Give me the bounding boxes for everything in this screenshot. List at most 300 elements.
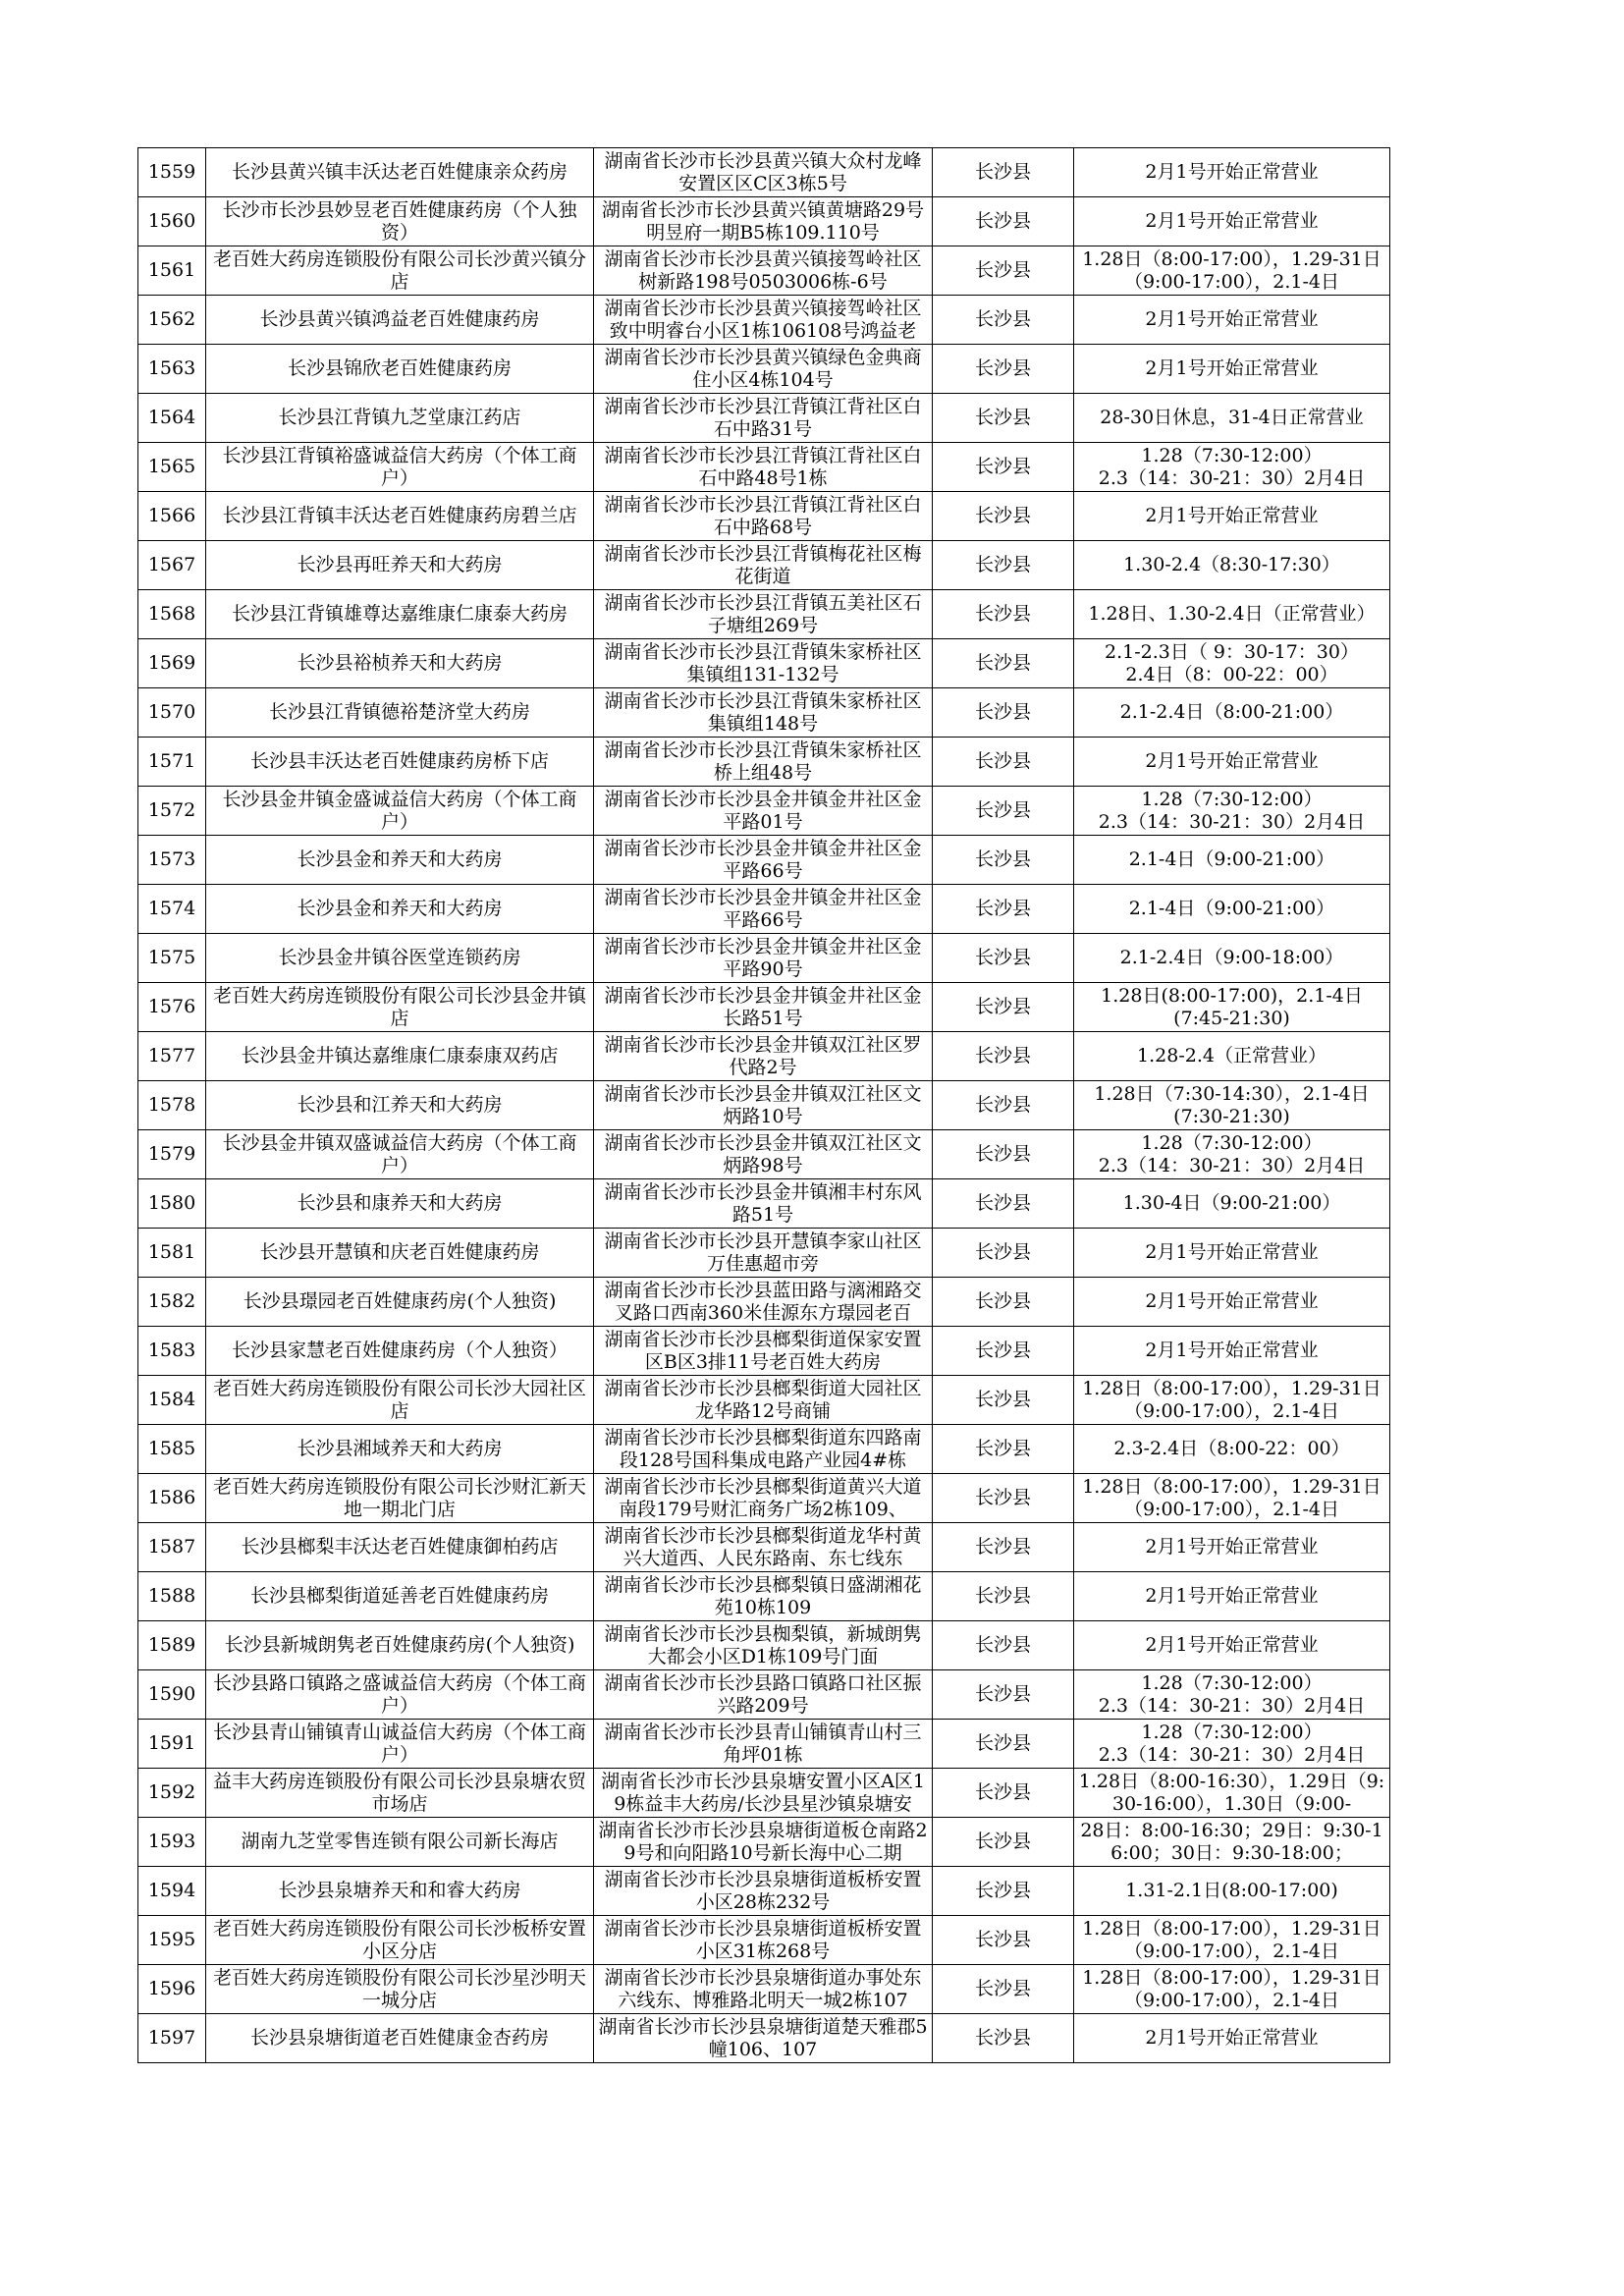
- business-hours-text: 1.28日(8:00-17:00)，2.1-4日 (7:45-21:30): [1101, 984, 1363, 1029]
- county-text: 长沙县: [974, 1978, 1031, 1999]
- county-cell: [933, 885, 1074, 934]
- table-row: [138, 885, 1390, 934]
- county-text: 长沙县: [974, 898, 1031, 919]
- address-cell: [594, 1769, 933, 1818]
- business-hours-text: 2.1-2.3日（ 9：30-17：30） 2.4日（8：00-22：00）: [1105, 640, 1359, 685]
- pharmacy-name-text: 老百姓大药房连锁股份有限公司长沙板桥安置小区分店: [212, 1917, 586, 1962]
- county-text: 长沙县: [974, 505, 1031, 526]
- address-cell: [594, 1327, 933, 1376]
- pharmacy-name-text: 老百姓大药房连锁股份有限公司长沙星沙明天一城分店: [212, 1966, 586, 2011]
- address-text: 湖南省长沙市长沙县黄兴镇绿色金典商住小区4栋104号: [604, 346, 922, 391]
- county-text: 长沙县: [974, 799, 1031, 821]
- county-text: 长沙县: [974, 1389, 1031, 1410]
- county-cell: [933, 1327, 1074, 1376]
- county-text: 长沙县: [974, 1438, 1031, 1459]
- table-row: [138, 2014, 1390, 2063]
- address-text: 湖南省长沙市长沙县黄兴镇大众村龙峰安置区区C区3栋5号: [604, 149, 922, 194]
- pharmacy-name-cell: [206, 1081, 594, 1130]
- county-cell: [933, 836, 1074, 885]
- row-number-cell: [138, 1425, 206, 1474]
- county-text: 长沙县: [974, 701, 1031, 723]
- county-cell: [933, 1081, 1074, 1130]
- address-text: 湖南省长沙市长沙县江背镇梅花社区梅花街道: [604, 542, 922, 587]
- business-hours-text: 2月1号开始正常营业: [1145, 308, 1319, 330]
- row-number-text: 1563: [147, 357, 196, 379]
- business-hours-text: 2月1号开始正常营业: [1145, 750, 1319, 772]
- address-cell: [594, 1867, 933, 1916]
- pharmacy-name-text: 长沙县金井镇谷医堂连锁药房: [278, 947, 521, 968]
- pharmacy-name-cell: [206, 1867, 594, 1916]
- address-text: 湖南省长沙市长沙县榔梨街道黄兴大道南段179号财汇商务广场2栋109、: [604, 1475, 922, 1520]
- address-cell: [594, 1376, 933, 1425]
- county-text: 长沙县: [974, 2027, 1031, 2049]
- table-row: [138, 1032, 1390, 1081]
- pharmacy-name-text: 长沙县榔梨街道延善老百姓健康药房: [249, 1585, 549, 1607]
- pharmacy-name-text: 长沙县家慧老百姓健康药房（个人独资）: [231, 1339, 568, 1361]
- county-cell: [933, 1425, 1074, 1474]
- business-hours-cell: [1074, 688, 1390, 738]
- row-number-cell: [138, 934, 206, 983]
- table-row: [138, 1474, 1390, 1523]
- address-text: 湖南省长沙市长沙县江背镇五美社区石子塘组269号: [604, 591, 922, 636]
- row-number-text: 1582: [147, 1290, 196, 1312]
- county-text: 长沙县: [974, 407, 1031, 428]
- table-row: [138, 590, 1390, 639]
- county-cell: [933, 688, 1074, 738]
- address-text: 湖南省长沙市长沙县金井镇金井社区金平路66号: [604, 886, 922, 931]
- address-cell: [594, 1965, 933, 2014]
- row-number-text: 1595: [147, 1929, 196, 1950]
- pharmacy-name-text: 长沙县金井镇双盛诚益信大药房（个体工商户）: [222, 1131, 577, 1176]
- table-row: [138, 1769, 1390, 1818]
- row-number-cell: [138, 738, 206, 787]
- table-row: [138, 1425, 1390, 1474]
- business-hours-cell: [1074, 1523, 1390, 1572]
- pharmacy-name-text: 长沙县江背镇九芝堂康江药店: [278, 407, 521, 428]
- pharmacy-name-cell: [206, 1179, 594, 1229]
- row-number-text: 1579: [147, 1143, 196, 1165]
- pharmacy-name-cell: [206, 492, 594, 541]
- row-number-cell: [138, 1916, 206, 1965]
- row-number-text: 1580: [147, 1192, 196, 1214]
- pharmacy-table: [137, 147, 1390, 2063]
- row-number-cell: [138, 148, 206, 197]
- business-hours-cell: [1074, 1179, 1390, 1229]
- county-text: 长沙县: [974, 996, 1031, 1017]
- county-cell: [933, 1130, 1074, 1179]
- table-row: [138, 1670, 1390, 1720]
- table-row: [138, 1081, 1390, 1130]
- county-cell: [933, 1670, 1074, 1720]
- county-text: 长沙县: [974, 308, 1031, 330]
- row-number-cell: [138, 590, 206, 639]
- row-number-text: 1591: [147, 1732, 196, 1754]
- address-text: 湖南省长沙市长沙县开慧镇李家山社区万佳惠超市旁: [604, 1230, 922, 1275]
- row-number-cell: [138, 296, 206, 345]
- table-row: [138, 1720, 1390, 1769]
- pharmacy-name-text: 老百姓大药房连锁股份有限公司长沙黄兴镇分店: [212, 247, 586, 293]
- address-text: 湖南省长沙市长沙县泉塘街道办事处东六线东、博雅路北明天一城2栋107: [604, 1966, 922, 2011]
- business-hours-text: 1.28日（8:00-17:00），1.29-31日（9:00-17:00），2.1-4日: [1082, 1377, 1381, 1422]
- county-cell: [933, 394, 1074, 443]
- business-hours-cell: [1074, 738, 1390, 787]
- address-text: 湖南省长沙市长沙县青山铺镇青山村三角坪01栋: [604, 1721, 922, 1766]
- address-text: 湖南省长沙市长沙县榔梨镇日盛湖湘花苑10栋109: [604, 1573, 922, 1618]
- row-number-cell: [138, 1179, 206, 1229]
- county-text: 长沙县: [974, 1732, 1031, 1754]
- row-number-cell: [138, 1081, 206, 1130]
- row-number-cell: [138, 443, 206, 492]
- pharmacy-name-text: 长沙县路口镇路之盛诚益信大药房（个体工商户）: [212, 1671, 586, 1717]
- address-text: 湖南省长沙市长沙县黄兴镇黄塘路29号明昱府一期B5栋109.110号: [601, 198, 925, 244]
- county-cell: [933, 1179, 1074, 1229]
- address-cell: [594, 246, 933, 296]
- business-hours-cell: [1074, 1278, 1390, 1327]
- business-hours-text: 2月1号开始正常营业: [1145, 161, 1319, 183]
- county-text: 长沙县: [974, 1585, 1031, 1607]
- pharmacy-name-cell: [206, 345, 594, 394]
- row-number-text: 1559: [147, 161, 196, 183]
- row-number-cell: [138, 1670, 206, 1720]
- business-hours-text: 1.28（7:30-12:00） 2.3（14：30-21：30）2月4日: [1098, 788, 1366, 833]
- business-hours-text: 1.31-2.1日(8:00-17:00): [1125, 1880, 1338, 1901]
- address-cell: [594, 1474, 933, 1523]
- pharmacy-name-text: 长沙县泉塘养天和和睿大药房: [278, 1880, 521, 1901]
- county-cell: [933, 787, 1074, 836]
- row-number-text: 1585: [147, 1438, 196, 1459]
- table-row: [138, 443, 1390, 492]
- table-row: [138, 1278, 1390, 1327]
- row-number-text: 1561: [147, 259, 196, 281]
- county-text: 长沙县: [974, 357, 1031, 379]
- address-cell: [594, 934, 933, 983]
- table-row: [138, 639, 1390, 688]
- county-cell: [933, 1867, 1074, 1916]
- table-row: [138, 1523, 1390, 1572]
- pharmacy-name-text: 长沙县金井镇金盛诚益信大药房（个体工商户）: [222, 788, 577, 833]
- address-cell: [594, 639, 933, 688]
- address-cell: [594, 1278, 933, 1327]
- row-number-text: 1571: [147, 750, 196, 772]
- address-text: 湖南省长沙市长沙县江背镇朱家桥社区集镇组131-132号: [604, 640, 922, 685]
- pharmacy-name-text: 长沙县裕桢养天和大药房: [297, 652, 503, 674]
- pharmacy-name-cell: [206, 1769, 594, 1818]
- table-row: [138, 1916, 1390, 1965]
- pharmacy-name-cell: [206, 541, 594, 590]
- address-text: 湖南省长沙市长沙县金井镇双江社区文炳路98号: [604, 1131, 922, 1176]
- table-row: [138, 1621, 1390, 1670]
- county-cell: [933, 1720, 1074, 1769]
- address-cell: [594, 296, 933, 345]
- address-cell: [594, 1179, 933, 1229]
- business-hours-text: 2月1号开始正常营业: [1145, 2027, 1319, 2049]
- county-cell: [933, 1916, 1074, 1965]
- row-number-text: 1581: [147, 1241, 196, 1263]
- address-cell: [594, 1916, 933, 1965]
- pharmacy-name-cell: [206, 1474, 594, 1523]
- address-cell: [594, 197, 933, 246]
- pharmacy-name-cell: [206, 1425, 594, 1474]
- county-cell: [933, 738, 1074, 787]
- address-cell: [594, 688, 933, 738]
- table-row: [138, 983, 1390, 1032]
- address-cell: [594, 836, 933, 885]
- county-cell: [933, 1474, 1074, 1523]
- table-row: [138, 296, 1390, 345]
- business-hours-cell: [1074, 1130, 1390, 1179]
- pharmacy-name-cell: [206, 1720, 594, 1769]
- business-hours-cell: [1074, 590, 1390, 639]
- county-text: 长沙县: [974, 848, 1031, 870]
- row-number-cell: [138, 1130, 206, 1179]
- business-hours-cell: [1074, 885, 1390, 934]
- business-hours-cell: [1074, 1965, 1390, 2014]
- address-text: 湖南省长沙市长沙县江背镇朱家桥社区桥上组48号: [604, 738, 922, 784]
- pharmacy-name-cell: [206, 394, 594, 443]
- pharmacy-name-cell: [206, 639, 594, 688]
- pharmacy-name-cell: [206, 1327, 594, 1376]
- row-number-cell: [138, 1572, 206, 1621]
- business-hours-cell: [1074, 541, 1390, 590]
- county-text: 长沙县: [974, 259, 1031, 281]
- business-hours-cell: [1074, 2014, 1390, 2063]
- business-hours-text: 1.28日（8:00-17:00），1.29-31日（9:00-17:00），2.1-4日: [1082, 1475, 1381, 1520]
- row-number-cell: [138, 1327, 206, 1376]
- pharmacy-name-cell: [206, 296, 594, 345]
- county-text: 长沙县: [974, 1192, 1031, 1214]
- pharmacy-name-text: 长沙县丰沃达老百姓健康药房桥下店: [249, 750, 549, 772]
- county-text: 长沙县: [974, 1634, 1031, 1656]
- table-row: [138, 394, 1390, 443]
- address-cell: [594, 1130, 933, 1179]
- row-number-cell: [138, 1818, 206, 1867]
- table-row: [138, 1965, 1390, 2014]
- row-number-text: 1578: [147, 1094, 196, 1116]
- row-number-cell: [138, 885, 206, 934]
- business-hours-cell: [1074, 1867, 1390, 1916]
- county-text: 长沙县: [974, 1487, 1031, 1508]
- address-text: 湖南省长沙市长沙县泉塘街道楚天雅郡5幢106、107: [598, 2015, 928, 2060]
- business-hours-text: 2月1号开始正常营业: [1145, 357, 1319, 379]
- row-number-text: 1573: [147, 848, 196, 870]
- pharmacy-name-cell: [206, 1278, 594, 1327]
- county-cell: [933, 443, 1074, 492]
- pharmacy-name-cell: [206, 1523, 594, 1572]
- address-text: 湖南省长沙市长沙县江背镇江背社区白石中路68号: [604, 493, 922, 538]
- address-text: 湖南省长沙市长沙县路口镇路口社区振兴路209号: [604, 1671, 922, 1717]
- business-hours-text: 2月1号开始正常营业: [1145, 1339, 1319, 1361]
- address-cell: [594, 1523, 933, 1572]
- business-hours-text: 2月1号开始正常营业: [1145, 505, 1319, 526]
- table-row: [138, 1327, 1390, 1376]
- pharmacy-name-text: 湖南九芝堂零售连锁有限公司新长海店: [241, 1831, 559, 1852]
- pharmacy-name-cell: [206, 443, 594, 492]
- pharmacy-name-text: 长沙县江背镇雄尊达嘉维康仁康泰大药房: [231, 603, 568, 625]
- county-cell: [933, 1376, 1074, 1425]
- county-text: 长沙县: [974, 1880, 1031, 1901]
- pharmacy-name-text: 长沙县江背镇丰沃达老百姓健康药房碧兰店: [222, 505, 577, 526]
- row-number-cell: [138, 541, 206, 590]
- business-hours-text: 1.28（7:30-12:00） 2.3（14：30-21：30）2月4日: [1098, 1131, 1366, 1176]
- address-text: 湖南省长沙市长沙县泉塘街道板仓南路29号和向阳路10号新长海中心二期: [598, 1819, 928, 1864]
- row-number-cell: [138, 492, 206, 541]
- business-hours-text: 2月1号开始正常营业: [1145, 210, 1319, 232]
- table-body: [138, 148, 1390, 2063]
- table-row: [138, 1229, 1390, 1278]
- pharmacy-name-cell: [206, 1130, 594, 1179]
- row-number-text: 1594: [147, 1880, 196, 1901]
- address-cell: [594, 1818, 933, 1867]
- pharmacy-name-text: 老百姓大药房连锁股份有限公司长沙大园社区店: [212, 1377, 586, 1422]
- county-text: 长沙县: [974, 750, 1031, 772]
- county-text: 长沙县: [974, 1339, 1031, 1361]
- row-number-text: 1576: [147, 996, 196, 1017]
- business-hours-cell: [1074, 836, 1390, 885]
- row-number-text: 1577: [147, 1045, 196, 1066]
- county-cell: [933, 934, 1074, 983]
- county-cell: [933, 2014, 1074, 2063]
- business-hours-cell: [1074, 983, 1390, 1032]
- county-cell: [933, 1965, 1074, 2014]
- row-number-cell: [138, 1621, 206, 1670]
- row-number-text: 1567: [147, 554, 196, 575]
- business-hours-text: 2.1-4日（9:00-21:00）: [1128, 848, 1335, 870]
- row-number-cell: [138, 1769, 206, 1818]
- pharmacy-name-cell: [206, 148, 594, 197]
- business-hours-cell: [1074, 1081, 1390, 1130]
- business-hours-cell: [1074, 639, 1390, 688]
- county-text: 长沙县: [974, 1094, 1031, 1116]
- address-cell: [594, 394, 933, 443]
- business-hours-text: 2.3-2.4日（8:00-22：00）: [1113, 1438, 1350, 1459]
- address-text: 湖南省长沙市长沙县金井镇双江社区文炳路10号: [604, 1082, 922, 1127]
- business-hours-cell: [1074, 197, 1390, 246]
- pharmacy-name-text: 长沙县江背镇裕盛诚益信大药房（个体工商户）: [222, 444, 577, 489]
- pharmacy-name-cell: [206, 983, 594, 1032]
- address-cell: [594, 787, 933, 836]
- address-text: 湖南省长沙市长沙县江背镇江背社区白石中路31号: [604, 395, 922, 440]
- table-row: [138, 246, 1390, 296]
- business-hours-cell: [1074, 148, 1390, 197]
- row-number-text: 1574: [147, 898, 196, 919]
- county-cell: [933, 296, 1074, 345]
- business-hours-text: 1.28日（8:00-17:00），1.29-31日（9:00-17:00），2.1-4日: [1082, 1917, 1381, 1962]
- pharmacy-name-cell: [206, 1965, 594, 2014]
- row-number-text: 1584: [147, 1389, 196, 1410]
- row-number-text: 1590: [147, 1683, 196, 1705]
- county-text: 长沙县: [974, 1045, 1031, 1066]
- business-hours-text: 2.1-2.4日（9:00-18:00）: [1119, 947, 1344, 968]
- address-text: 湖南省长沙市长沙县椥梨镇，新城朗隽大都会小区D1栋109号门面: [604, 1622, 922, 1667]
- pharmacy-name-text: 长沙县金和养天和大药房: [297, 848, 503, 870]
- table-row: [138, 1376, 1390, 1425]
- row-number-cell: [138, 639, 206, 688]
- table-row: [138, 1130, 1390, 1179]
- address-text: 湖南省长沙市长沙县榔梨街道东四路南段128号国科集成电路产业园4#栋: [604, 1426, 922, 1471]
- business-hours-text: 2月1号开始正常营业: [1145, 1585, 1319, 1607]
- business-hours-text: 2.1-4日（9:00-21:00）: [1128, 898, 1335, 919]
- address-text: 湖南省长沙市长沙县黄兴镇接驾岭社区致中明睿台小区1栋106108号鸿益老: [604, 297, 922, 342]
- row-number-text: 1564: [147, 407, 196, 428]
- business-hours-cell: [1074, 394, 1390, 443]
- business-hours-text: 1.28日、1.30-2.4日（正常营业）: [1088, 603, 1376, 625]
- row-number-text: 1568: [147, 603, 196, 625]
- table-row: [138, 492, 1390, 541]
- business-hours-text: 1.28（7:30-12:00） 2.3（14：30-21：30）2月4日: [1098, 1721, 1366, 1766]
- pharmacy-name-cell: [206, 2014, 594, 2063]
- row-number-text: 1572: [147, 799, 196, 821]
- county-text: 长沙县: [974, 603, 1031, 625]
- address-cell: [594, 1229, 933, 1278]
- county-cell: [933, 1572, 1074, 1621]
- county-cell: [933, 1229, 1074, 1278]
- pharmacy-name-cell: [206, 1572, 594, 1621]
- address-cell: [594, 1670, 933, 1720]
- pharmacy-name-cell: [206, 1032, 594, 1081]
- business-hours-cell: [1074, 296, 1390, 345]
- address-cell: [594, 1081, 933, 1130]
- address-text: 湖南省长沙市长沙县金井镇双江社区罗代路2号: [604, 1033, 922, 1078]
- address-text: 湖南省长沙市长沙县榔梨街道大园社区龙华路12号商铺: [604, 1377, 922, 1422]
- table-row: [138, 541, 1390, 590]
- row-number-text: 1586: [147, 1487, 196, 1508]
- business-hours-cell: [1074, 1621, 1390, 1670]
- address-text: 湖南省长沙市长沙县江背镇江背社区白石中路48号1栋: [604, 444, 922, 489]
- address-text: 湖南省长沙市长沙县泉塘街道板桥安置小区28栋232号: [604, 1868, 922, 1913]
- row-number-cell: [138, 246, 206, 296]
- table-row: [138, 934, 1390, 983]
- address-text: 湖南省长沙市长沙县金井镇金井社区金平路90号: [604, 935, 922, 980]
- county-cell: [933, 590, 1074, 639]
- pharmacy-name-text: 老百姓大药房连锁股份有限公司长沙县金井镇店: [212, 984, 586, 1029]
- table-row: [138, 1179, 1390, 1229]
- business-hours-text: 1.30-2.4（8:30-17:30）: [1123, 554, 1340, 575]
- row-number-cell: [138, 688, 206, 738]
- business-hours-text: 1.28（7:30-12:00） 2.3（14：30-21：30）2月4日: [1098, 444, 1366, 489]
- pharmacy-name-text: 长沙县金和养天和大药房: [297, 898, 503, 919]
- row-number-text: 1569: [147, 652, 196, 674]
- row-number-cell: [138, 836, 206, 885]
- county-cell: [933, 983, 1074, 1032]
- pharmacy-name-cell: [206, 1621, 594, 1670]
- row-number-cell: [138, 1376, 206, 1425]
- county-cell: [933, 492, 1074, 541]
- address-cell: [594, 2014, 933, 2063]
- business-hours-cell: [1074, 1474, 1390, 1523]
- pharmacy-name-text: 长沙县金井镇达嘉维康仁康泰康双药店: [241, 1045, 559, 1066]
- business-hours-cell: [1074, 246, 1390, 296]
- business-hours-cell: [1074, 1229, 1390, 1278]
- county-text: 长沙县: [974, 947, 1031, 968]
- business-hours-cell: [1074, 1670, 1390, 1720]
- business-hours-text: 28日：8:00-16:30；29日：9:30-16:00；30日：9:30-18:00；: [1080, 1819, 1383, 1864]
- address-text: 湖南省长沙市长沙县黄兴镇接驾岭社区树新路198号0503006栋-6号: [604, 247, 922, 293]
- pharmacy-name-cell: [206, 246, 594, 296]
- row-number-text: 1562: [147, 308, 196, 330]
- county-cell: [933, 1523, 1074, 1572]
- table-row: [138, 688, 1390, 738]
- business-hours-text: 1.28日（8:00-17:00），1.29-31日（9:00-17:00），2.1-4日: [1082, 1966, 1381, 2011]
- business-hours-cell: [1074, 1425, 1390, 1474]
- business-hours-text: 1.28日（7:30-14:30），2.1-4日 (7:30-21:30): [1094, 1082, 1370, 1127]
- pharmacy-name-cell: [206, 1818, 594, 1867]
- business-hours-cell: [1074, 1818, 1390, 1867]
- row-number-cell: [138, 345, 206, 394]
- row-number-cell: [138, 197, 206, 246]
- address-text: 湖南省长沙市长沙县金井镇金井社区金平路01号: [604, 788, 922, 833]
- county-cell: [933, 639, 1074, 688]
- pharmacy-name-cell: [206, 197, 594, 246]
